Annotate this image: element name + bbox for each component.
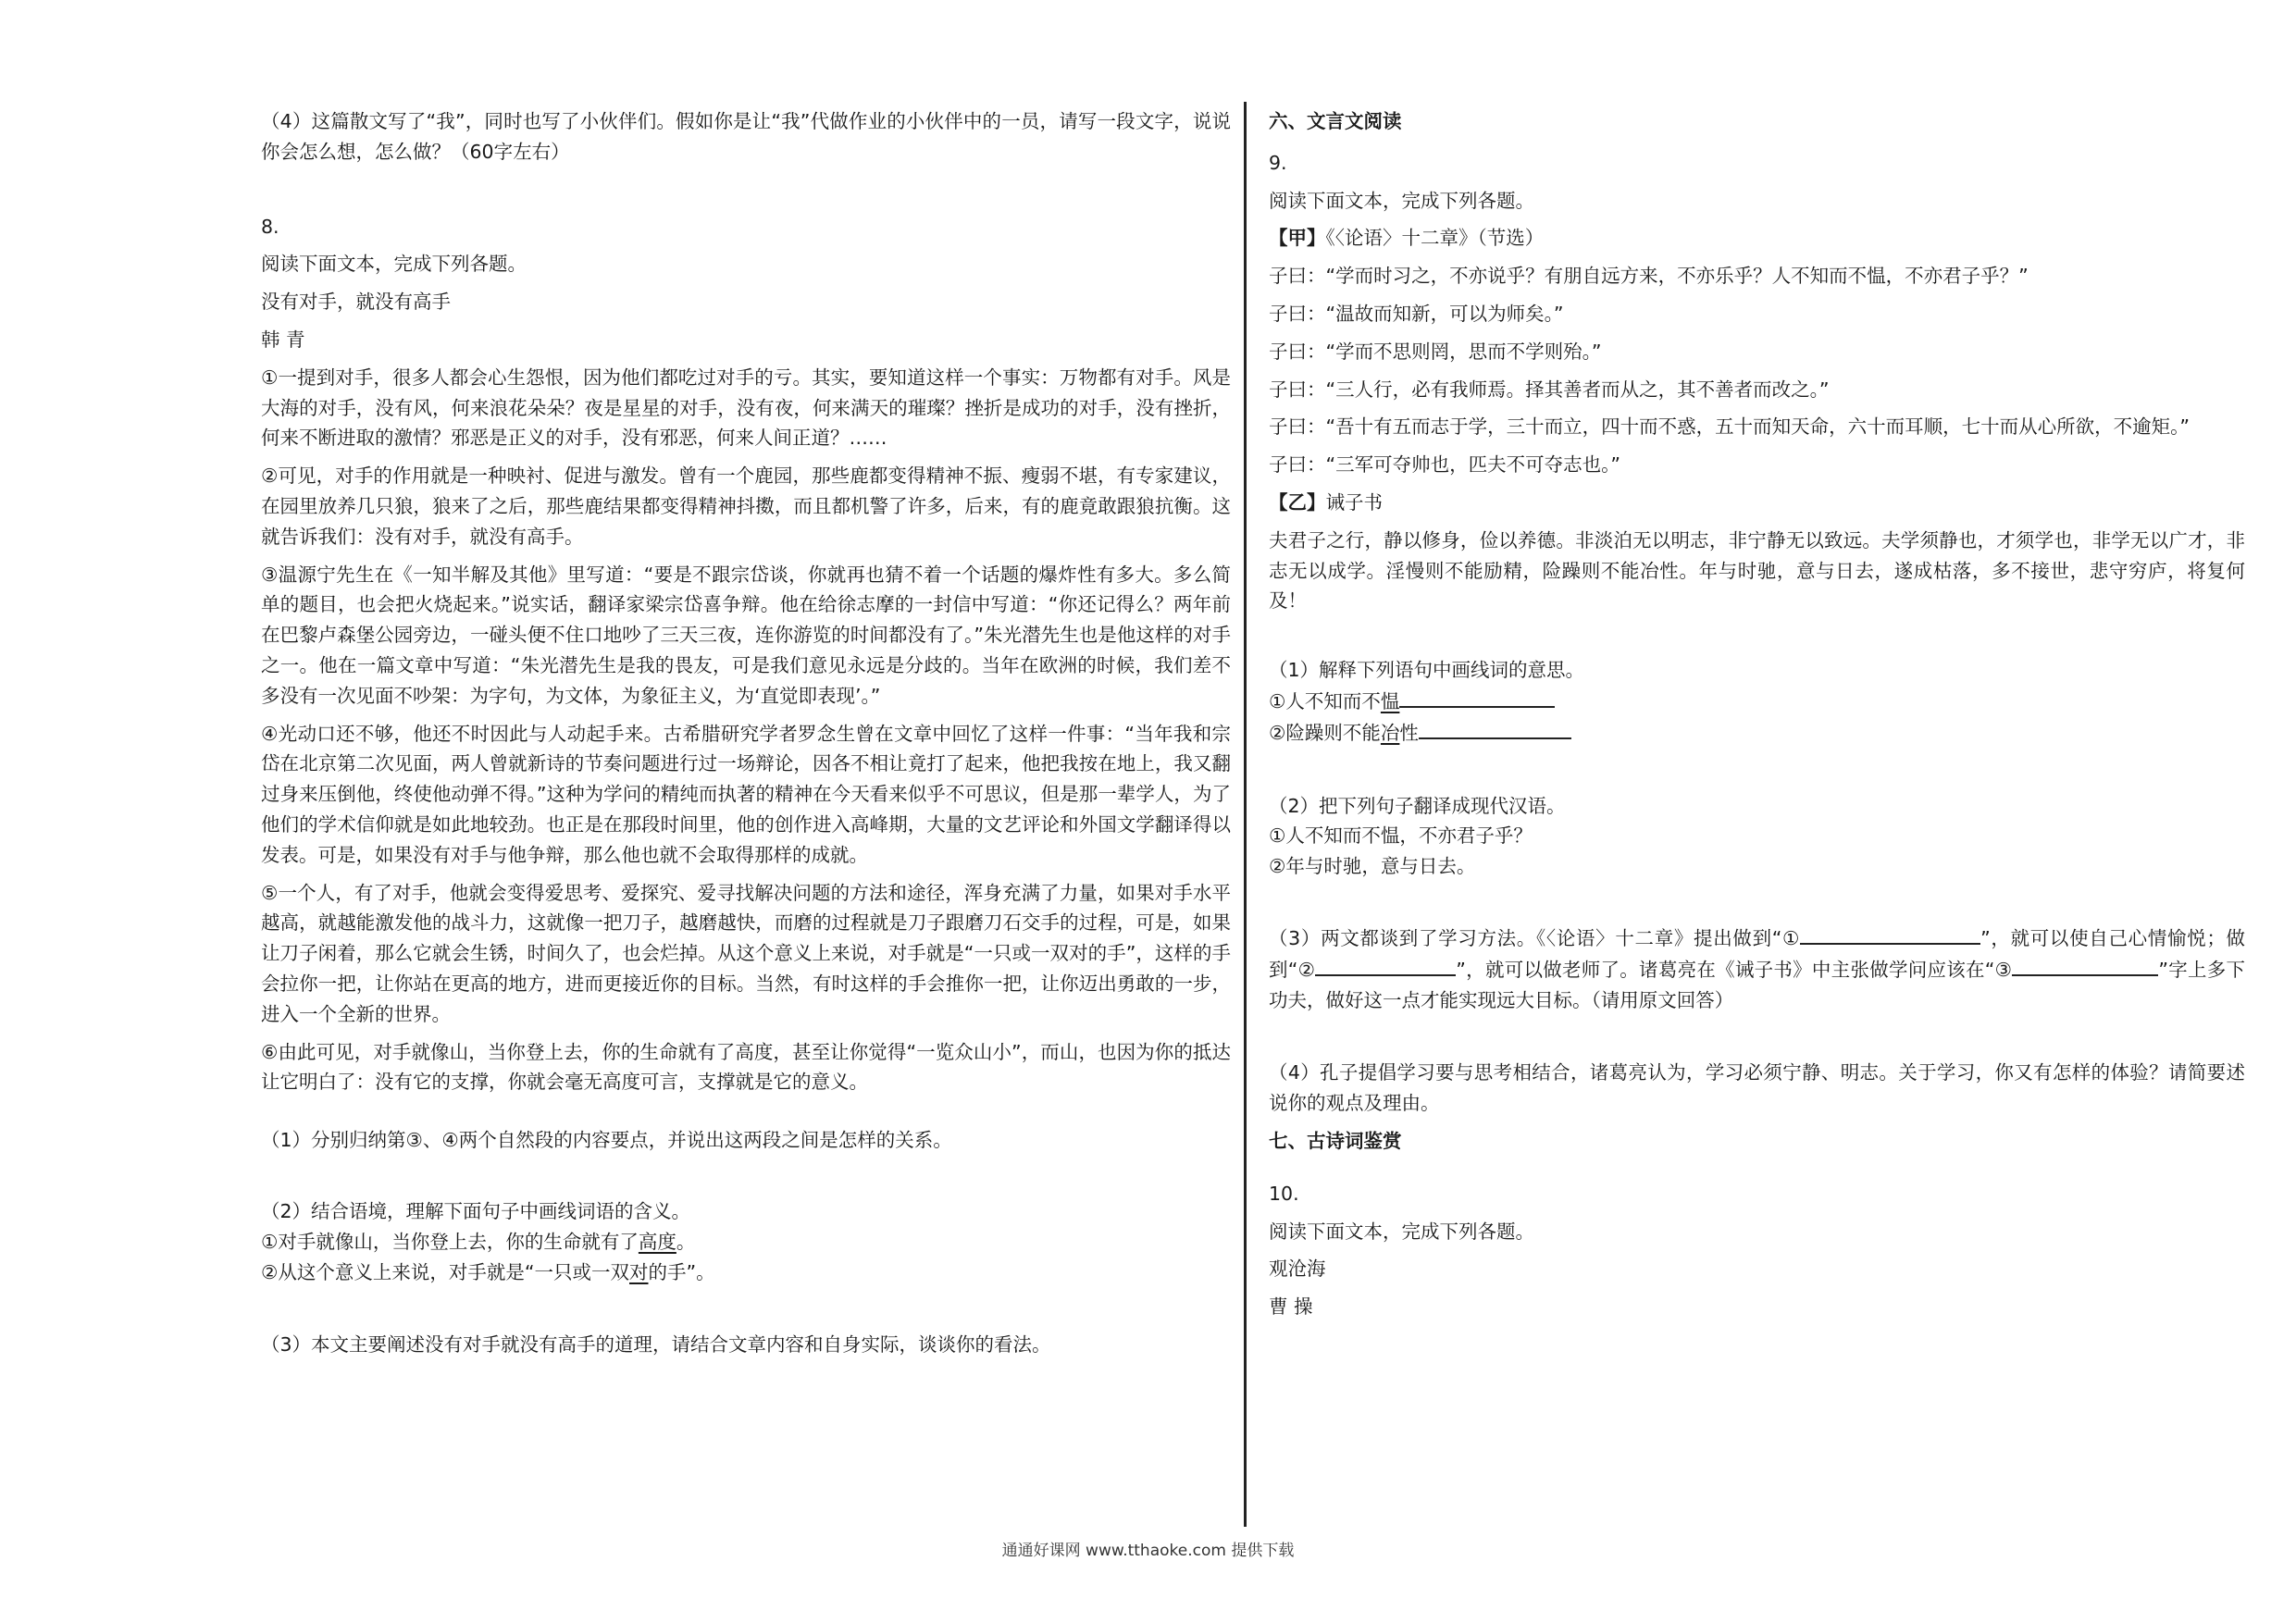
- answer-blank-2[interactable]: [1315, 954, 1456, 976]
- answer-space: [261, 1097, 1231, 1125]
- article-paragraph-3: ③温源宁先生在《一知半解及其他》里写道：“要是不跟宗岱谈，你就再也猜不着一个话题的爆炸性有多大。多么简单的题目，也会把火烧起来。”说实话，翻译家梁宗岱喜争辩。他在给徐志摩的一封信中写道：“你还记得么？两年前在巴黎卢森堡公园旁边，一碰头便不住口地吵了三天三夜，连你游览的时间都没有了。”朱光潜先生也是他这样的对手之一。他在一篇文章中写道：“朱光潜先生是我的畏友，可是我们意见永远是分歧的。当年在欧洲的时候，我们差不多没有一次见面不吵架：为字句，为文体，为象征主义，为‘直觉即表现’。”: [261, 563, 1231, 707]
- question-7-4: （4）这篇散文写了“我”，同时也写了小伙伴们。假如你是让“我”代做作业的小伙伴中的一员，请写一段文字，说说你会怎么想，怎么做？（60字左右）: [261, 110, 1231, 163]
- answer-space: [1269, 749, 2245, 791]
- section-7-heading: 七、古诗词鉴赏: [1269, 1129, 1402, 1152]
- question-9-4: （4）孔子提倡学习要与思考相结合，诸葛亮认为，学习必须宁静、明志。关于学习，你又有怎样的体验？请简要述说你的观点及理由。: [1269, 1061, 2245, 1115]
- answer-space: [1269, 1015, 2245, 1058]
- question-10-intro: 阅读下面文本，完成下列各题。: [1269, 1220, 1534, 1243]
- answer-blank-3[interactable]: [2012, 954, 2158, 976]
- answer-space: [261, 167, 1231, 212]
- question-9-1: （1）解释下列语句中画线词的意思。: [1269, 659, 1585, 682]
- underlined-word: 愠: [1380, 689, 1400, 712]
- underlined-word: 高度: [638, 1230, 676, 1253]
- answer-blank[interactable]: [1419, 717, 1571, 739]
- answer-space: [1269, 882, 2245, 923]
- question-9-intro: 阅读下面文本，完成下列各题。: [1269, 189, 1534, 212]
- poem-author: 曹 操: [1269, 1295, 1313, 1319]
- lunyu-line-6: 子曰：“三军可夺帅也，匹夫不可夺志也。”: [1269, 453, 1620, 477]
- answer-space: [1269, 616, 2245, 655]
- text-yi-title: 【乙】诫子书: [1269, 490, 1383, 514]
- lunyu-line-3: 子曰：“学而不思则罔，思而不学则殆。”: [1269, 340, 1602, 363]
- article-paragraph-6: ⑥由此可见，对手就像山，当你登上去，你的生命就有了高度，甚至让你觉得“一览众山小”，而山，也因为你的抵达让它明白了：没有它的支撑，你就会毫无高度可言，支撑就是它的意义。: [261, 1040, 1231, 1094]
- underlined-word: 冶: [1380, 721, 1400, 744]
- poem-title: 观沧海: [1269, 1258, 1326, 1281]
- question-9-2: （2）把下列句子翻译成现代汉语。: [1269, 794, 1566, 817]
- question-8-number: 8.: [261, 215, 279, 238]
- question-9-3: （3）两文都谈到了学习方法。《〈论语〉十二章》提出做到“① ”，就可以使自己心情愉悦；做到“② ”，就可以做老师了。诸葛亮在《诫子书》中主张做学问应该在“③ ”字上多下功夫，做好这一点才能实现远大目标。（请用原文回答）: [1269, 923, 2245, 1015]
- lunyu-line-5: 子曰：“吾十有五而志于学，三十而立，四十而不惑，五十而知天命，六十而耳顺，七十而从心所欲，不逾矩。”: [1269, 415, 2190, 439]
- left-column: [261, 106, 1231, 1360]
- answer-space: [261, 1287, 1231, 1330]
- question-8-3: （3）本文主要阐述没有对手就没有高手的道理，请结合文章内容和自身实际，谈谈你的看法。: [261, 1333, 1051, 1357]
- question-8-1: （1）分别归纳第③、④两个自然段的内容要点，并说出这两段之间是怎样的关系。: [261, 1129, 952, 1152]
- question-8-2-item-2: ②从这个意义上来说，对手就是“一只或一双对的手”。: [261, 1260, 715, 1283]
- lunyu-line-4: 子曰：“三人行，必有我师焉。择其善者而从之，其不善者而改之。”: [1269, 378, 1830, 401]
- article-paragraph-2: ②可见，对手的作用就是一种映衬、促进与激发。曾有一个鹿园，那些鹿都变得精神不振、瘦弱不堪，有专家建议，在园里放养几只狼，狼来了之后，那些鹿结果都变得精神抖擞，而且都机警了许多，后来，有的鹿竟敢跟狼抗衡。这就告诉我们：没有对手，就没有高手。: [261, 465, 1231, 548]
- article-title: 没有对手，就没有高手: [261, 291, 451, 314]
- question-9-1-item-1: ①人不知而不愠: [1269, 686, 2245, 717]
- question-10-number: 10.: [1269, 1182, 1299, 1205]
- jiezishu-text: 夫君子之行，静以修身，俭以养德。非淡泊无以明志，非宁静无以致远。夫学须静也，才须学也，非学无以广才，非志无以成学。淫慢则不能励精，险躁则不能冶性。年与时驰，意与日去，遂成枯落，多不接世，悲守穷庐，将复何及！: [1269, 528, 2245, 613]
- text-jia-title: 【甲】《〈论语〉十二章》（节选）: [1269, 227, 1545, 250]
- lunyu-line-1: 子曰：“学而时习之，不亦说乎？有朋自远方来，不亦乐乎？人不知而不愠，不亦君子乎？”: [1269, 265, 2029, 288]
- column-divider: [1244, 102, 1247, 1527]
- article-paragraph-4: ④光动口还不够，他还不时因此与人动起手来。古希腊研究学者罗念生曾在文章中回忆了这样一件事：“当年我和宗岱在北京第二次见面，两人曾就新诗的节奏问题进行过一场辩论，因各不相让竟打了起来，他把我按在地上，我又翻过身来压倒他，终使他动弹不得。”这种为学问的精纯而执著的精神在今天看来似乎不可思议，但是那一辈学人，为了他们的学术信仰就是如此地较劲。也正是在那段时间里，他的创作进入高峰期，大量的文艺评论和外国文学翻译得以发表。可是，如果没有对手与他争辩，那么他也就不会取得那样的成就。: [261, 722, 1231, 866]
- answer-blank[interactable]: [1399, 686, 1555, 708]
- question-9-1-item-2: ②险躁则不能冶性: [1269, 717, 2245, 749]
- question-8-2-item-1: ①对手就像山，当你登上去，你的生命就有了高度。: [261, 1230, 696, 1253]
- section-6-heading: 六、文言文阅读: [1269, 110, 1402, 132]
- question-8-2: （2）结合语境，理解下面句子中画线词语的含义。: [261, 1199, 691, 1222]
- article-author: 韩 青: [261, 328, 305, 351]
- answer-space: [261, 1156, 1231, 1196]
- question-9-2-item-1: ①人不知而不愠，不亦君子乎？: [1269, 824, 1533, 848]
- answer-blank-1[interactable]: [1800, 923, 1980, 945]
- page-footer: 通通好课网 www.tthaoke.com 提供下载: [1001, 1542, 1295, 1560]
- underlined-word: 对: [629, 1260, 649, 1283]
- article-paragraph-1: ①一提到对手，很多人都会心生怨恨，因为他们都吃过对手的亏。其实，要知道这样一个事实：万物都有对手。风是大海的对手，没有风，何来浪花朵朵？夜是星星的对手，没有夜，何来满天的璀璨？挫折是成功的对手，没有挫折，何来不断进取的激情？邪恶是正义的对手，没有邪恶，何来人间正道？……: [261, 365, 1231, 450]
- question-9-number: 9.: [1269, 151, 1287, 174]
- article-paragraph-5: ⑤一个人，有了对手，他就会变得爱思考、爱探究、爱寻找解决问题的方法和途径，浑身充满了力量，如果对手水平越高，就越能激发他的战斗力，这就像一把刀子，越磨越快，而磨的过程就是刀子跟磨刀石交手的过程，可是，如果让刀子闲着，那么它就会生锈，时间久了，也会烂掉。从这个意义上来说，对手就是“一只或一双对的手”，这样的手会拉你一把，让你站在更高的地方，进而更接近你的目标。当然，有时这样的手会推你一把，让你迈出勇敢的一步，进入一个全新的世界。: [261, 881, 1231, 1025]
- question-9-2-item-2: ②年与时驰，意与日去。: [1269, 855, 1476, 878]
- right-column: [1269, 106, 2245, 1322]
- lunyu-line-2: 子曰：“温故而知新，可以为师矣。”: [1269, 302, 1564, 325]
- question-8-intro: 阅读下面文本，完成下列各题。: [261, 253, 527, 276]
